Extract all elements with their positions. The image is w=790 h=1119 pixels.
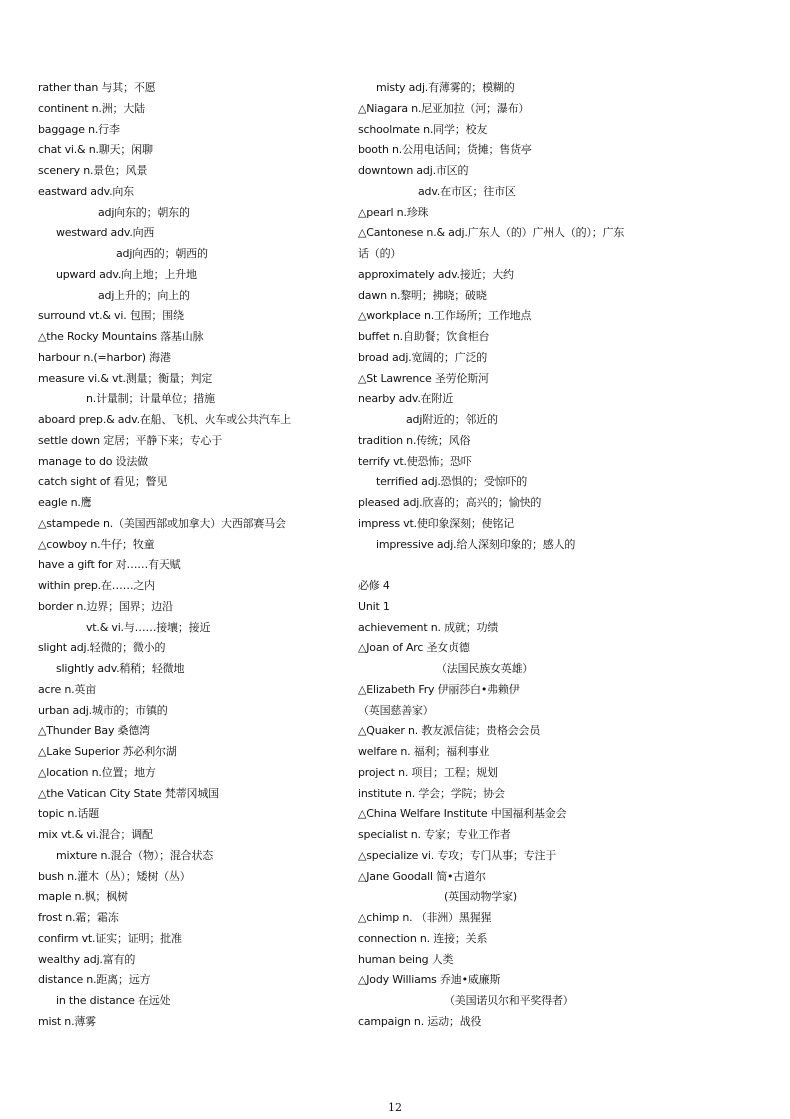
vocabulary-entry: △location n.位置；地方 [38, 765, 156, 779]
vocabulary-entry: settle down 定居；平静下来；专心于 [38, 433, 223, 447]
vocabulary-entry: downtown adj.市区的 [358, 164, 469, 177]
vocabulary-entry: △specialize vi. 专攻；专门从事；专注于 [358, 848, 557, 862]
vocabulary-entry: confirm vt.证实；证明；批准 [38, 931, 182, 945]
vocabulary-entry: rather than 与其；不愿 [38, 81, 156, 94]
vocabulary-entry: △chimp n. （非洲）黑猩猩 [358, 911, 492, 924]
vocabulary-entry: catch sight of 看见；瞥见 [38, 475, 168, 489]
vocabulary-entry: △Thunder Bay 桑德湾 [38, 724, 150, 738]
vocabulary-entry: 必修 4 [358, 579, 390, 592]
vocabulary-entry: adj向东的；朝东的 [98, 205, 190, 219]
vocabulary-entry: upward adv.向上地；上升地 [56, 267, 197, 281]
vocabulary-entry: have a gift for 对……有天赋 [38, 558, 181, 572]
vocabulary-entry: westward adv.向西 [56, 226, 155, 240]
vocabulary-entry: tradition n.传统；风俗 [358, 433, 471, 447]
vocabulary-entry: bush n.灌木（丛）；矮树（丛） [38, 869, 191, 883]
vocabulary-entry: chat vi.& n.聊天；闲聊 [38, 143, 153, 157]
vocabulary-entry: within prep.在……之内 [38, 579, 155, 592]
vocabulary-entry: harbour n.(=harbor) 海港 [38, 350, 171, 364]
vocabulary-entry: △Lake Superior 苏必利尔湖 [38, 745, 177, 758]
vocabulary-entry: human being 人类 [358, 952, 454, 966]
vocabulary-entry: specialist n. 专家；专业工作者 [358, 828, 511, 841]
vocabulary-entry: 话（的） [358, 247, 402, 260]
vocabulary-entry: △workplace n.工作场所；工作地点 [358, 309, 532, 323]
vocabulary-entry: measure vi.& vt.测量；衡量；判定 [38, 371, 213, 385]
vocabulary-entry: （美国诺贝尔和平奖得者） [444, 994, 574, 1007]
vocabulary-entry: adj附近的；邻近的 [406, 413, 498, 426]
vocabulary-entry: surround vt.& vi. 包围；围绕 [38, 309, 184, 323]
vocabulary-entry: （法国民族女英雄） [436, 662, 534, 675]
vocabulary-entry: schoolmate n.同学；校友 [358, 122, 488, 136]
vocabulary-entry: nearby adv.在附近 [358, 392, 454, 406]
vocabulary-entry: slightly adv.稍稍；轻微地 [56, 662, 185, 675]
vocabulary-entry: campaign n. 运动；战役 [358, 1014, 482, 1028]
vocabulary-entry [358, 558, 658, 579]
vocabulary-entry: booth n.公用电话间；货摊；售货亭 [358, 143, 532, 157]
vocabulary-entry: impress vt.使印象深刻；使铭记 [358, 516, 515, 530]
vocabulary-entry: △stampede n.（美国西部或加拿大）大西部赛马会 [38, 516, 286, 530]
vocabulary-entry: broad adj.宽阔的；广泛的 [358, 350, 488, 364]
vocabulary-entry: baggage n.行李 [38, 122, 120, 136]
vocabulary-entry: distance n.距离；远方 [38, 973, 151, 987]
vocabulary-entry: vt.& vi.与……接壤；接近 [86, 620, 211, 634]
vocabulary-entry: scenery n.景色；风景 [38, 164, 148, 177]
vocabulary-entry: urban adj.城市的；市镇的 [38, 703, 168, 717]
vocabulary-entry: △Cantonese n.& adj.广东人（的）广州人（的）；广东 [358, 226, 625, 240]
vocabulary-column-right [358, 81, 658, 1036]
vocabulary-entry: continent n.洲；大陆 [38, 101, 145, 115]
vocabulary-entry: welfare n. 福利；福利事业 [358, 745, 490, 758]
vocabulary-entry: n.计量制；计量单位；措施 [86, 392, 215, 406]
vocabulary-entry: △pearl n.珍珠 [358, 205, 429, 219]
vocabulary-entry: mist n.薄雾 [38, 1014, 96, 1028]
vocabulary-entry: eastward adv.向东 [38, 184, 134, 198]
vocabulary-entry: institute n. 学会；学院；协会 [358, 786, 505, 800]
vocabulary-entry: maple n.枫；枫树 [38, 890, 128, 904]
vocabulary-entry: border n.边界；国界；边沿 [38, 599, 173, 613]
vocabulary-entry: slight adj.轻微的；微小的 [38, 641, 166, 655]
vocabulary-entry: mixture n.混合（物）；混合状态 [56, 848, 214, 862]
vocabulary-entry: terrified adj.恐惧的；受惊吓的 [376, 475, 528, 489]
vocabulary-entry: mix vt.& vi.混合；调配 [38, 828, 153, 841]
vocabulary-entry: △Elizabeth Fry 伊丽莎白•弗赖伊 [358, 682, 520, 696]
vocabulary-entry: wealthy adj.富有的 [38, 952, 136, 966]
vocabulary-entry: △St Lawrence 圣劳伦斯河 [358, 371, 489, 385]
vocabulary-entry: adj上升的；向上的 [98, 288, 190, 302]
vocabulary-entry: △Joan of Arc 圣女贞德 [358, 641, 470, 655]
vocabulary-entry: △the Vatican City State 梵蒂冈城国 [38, 786, 219, 800]
vocabulary-entry: impressive adj.给人深刻印象的；感人的 [376, 537, 576, 551]
vocabulary-entry: aboard prep.& adv.在船、飞机、火车或公共汽车上 [38, 413, 292, 426]
vocabulary-entry: approximately adv.接近；大约 [358, 267, 514, 281]
vocabulary-entry: △Quaker n. 教友派信徒；贵格会会员 [358, 724, 541, 738]
vocabulary-entry: in the distance 在远处 [56, 994, 171, 1007]
page-number: 12 [388, 1101, 402, 1114]
vocabulary-entry: project n. 项目；工程；规划 [358, 765, 498, 779]
vocabulary-entry: adj向西的；朝西的 [116, 247, 208, 260]
vocabulary-entry: △the Rocky Mountains 落基山脉 [38, 330, 204, 343]
vocabulary-entry: acre n.英亩 [38, 682, 97, 696]
vocabulary-entry: achievement n. 成就；功绩 [358, 620, 499, 634]
vocabulary-entry: frost n.霜；霜冻 [38, 911, 119, 924]
vocabulary-entry: connection n. 连接；关系 [358, 931, 488, 945]
vocabulary-entry: △cowboy n.牛仔；牧童 [38, 537, 155, 551]
vocabulary-entry: terrify vt.使恐怖；恐吓 [358, 454, 472, 468]
vocabulary-entry: eagle n.鹰 [38, 496, 92, 509]
vocabulary-entry: misty adj.有薄雾的；模糊的 [376, 81, 515, 94]
vocabulary-entry: adv.在市区；往市区 [418, 184, 516, 198]
vocabulary-entry: pleased adj.欣喜的；高兴的；愉快的 [358, 496, 542, 509]
vocabulary-entry: △China Welfare Institute 中国福利基金会 [358, 807, 567, 821]
vocabulary-entry: buffet n.自助餐；饮食柜台 [358, 330, 490, 343]
vocabulary-column-left [38, 81, 338, 1036]
vocabulary-entry: （英国慈善家） [358, 703, 434, 717]
vocabulary-entry: Unit 1 [358, 599, 390, 613]
vocabulary-entry: △Jody Williams 乔迪•威廉斯 [358, 973, 501, 987]
vocabulary-entry: △Niagara n.尼亚加拉（河；瀑布） [358, 101, 530, 115]
vocabulary-entry: dawn n.黎明；拂晓；破晓 [358, 288, 487, 302]
vocabulary-entry: △Jane Goodall 简•古道尔 [358, 869, 486, 883]
vocabulary-entry: (英国动物学家) [444, 890, 517, 904]
vocabulary-entry: topic n.话题 [38, 807, 100, 821]
vocabulary-entry: manage to do 设法做 [38, 454, 148, 468]
